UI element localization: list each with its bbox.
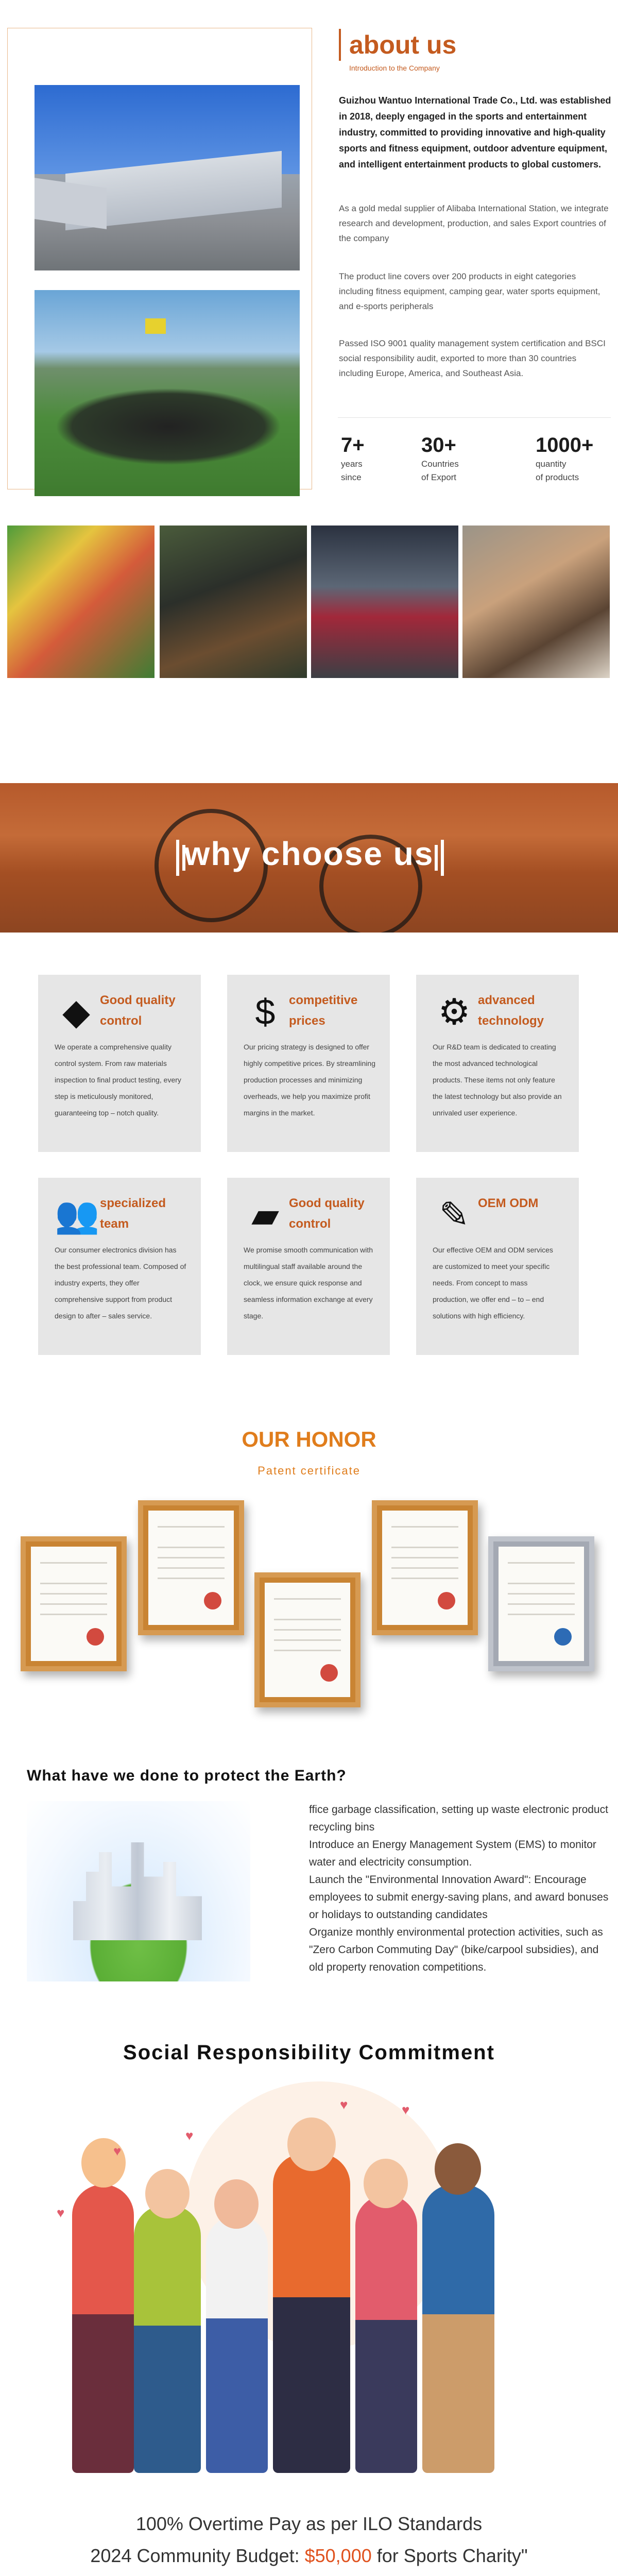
feature-text: We operate a comprehensive quality control system. From raw materials inspection to final product testing, every step is meticulously monitored, guaranteeing top – notch quality. bbox=[55, 1043, 181, 1117]
social-commitment-line bbox=[0, 2545, 618, 2567]
budget-purpose: for Sports Charity" bbox=[371, 2545, 528, 2566]
budget-amount: $50,000 bbox=[304, 2545, 372, 2566]
heart-icon: ♥ bbox=[113, 2143, 122, 2159]
pen-icon: ✎ bbox=[439, 1195, 470, 1235]
quality-certificate bbox=[488, 1536, 594, 1671]
factory-photo bbox=[35, 85, 300, 270]
earth-action-line: Launch the "Environmental Innovation Award": Encourage employees to submit energy-saving plans, and award bonuses or holidays to outstanding candidates bbox=[309, 1874, 609, 1921]
team-photo bbox=[35, 290, 300, 496]
stat-countries bbox=[421, 433, 459, 484]
social-title: Social Responsibility Commitment bbox=[123, 2041, 495, 2064]
heart-icon: ♥ bbox=[402, 2102, 410, 2117]
patent-certificate bbox=[138, 1500, 244, 1635]
honor-subtitle: Patent certificate bbox=[258, 1464, 360, 1477]
stat-number: 7+ bbox=[341, 434, 365, 456]
feature-title: specialized team bbox=[100, 1196, 166, 1231]
divider bbox=[338, 417, 611, 418]
earth-title: What have we done to protect the Earth? bbox=[27, 1767, 347, 1784]
about-subtitle: Introduction to the Company bbox=[349, 64, 440, 72]
stat-label: of products bbox=[536, 472, 579, 482]
feature-text: Our R&D team is dedicated to creating the most advanced technological products. These items not only feature the latest technology but also provide an unrivaled user experience. bbox=[433, 1043, 562, 1117]
feature-card bbox=[227, 1178, 390, 1355]
feature-title: competitive prices bbox=[289, 993, 358, 1028]
earth-actions-text bbox=[309, 1801, 614, 1976]
social-commitment-line: 100% Overtime Pay as per ILO Standards bbox=[135, 2513, 483, 2534]
feature-title: OEM ODM bbox=[478, 1196, 539, 1210]
green-city-illustration bbox=[27, 1801, 250, 1981]
feature-card bbox=[416, 975, 579, 1152]
stat-products bbox=[536, 433, 593, 484]
chat-icon: ▰ bbox=[251, 1195, 279, 1235]
earth-action-line: Organize monthly environmental protection activities, such as "Zero Carbon Commuting Day" (bike/carpool subsidies), and old property renovation competitions. bbox=[309, 1926, 603, 1973]
gallery-photo-exhibition bbox=[311, 526, 458, 678]
feature-card bbox=[38, 1178, 201, 1355]
gallery-photo-camping bbox=[160, 526, 307, 678]
stat-number: 1000+ bbox=[536, 434, 594, 456]
about-image-card bbox=[7, 28, 312, 489]
honor-title: OUR HONOR bbox=[242, 1427, 376, 1451]
about-lead-text: Guizhou Wantuo International Trade Co., Ltd. was established in 2018, deeply engaged in the sports and entertainment industry, committed to providing innovative and high-quality sports and fitness equipment, outdoor adventure equipment, and intelligent entertainment products to global customers. bbox=[339, 95, 611, 170]
about-paragraph: The product line covers over 200 products in eight categories including fitness equipment, camping gear, water sports equipment, and e-sports peripherals bbox=[339, 272, 600, 311]
feature-text: Our pricing strategy is designed to offer highly competitive prices. By streamlining production processes and minimizing overheads, we help you maximize profit margins in the market. bbox=[244, 1043, 375, 1117]
feature-text: Our consumer electronics division has the best professional team. Composed of industry experts, they offer comprehensive support from product design to after – sales service. bbox=[55, 1246, 186, 1320]
stat-label: of Export bbox=[421, 472, 457, 482]
earth-action-line: Introduce an Energy Management System (EMS) to monitor water and electricity consumption. bbox=[309, 1839, 596, 1868]
feature-text: Our effective OEM and ODM services are customized to meet your specific needs. From concept to mass production, we offer end – to – end solutions with high efficiency. bbox=[433, 1246, 553, 1320]
team-icon: 👥 bbox=[55, 1195, 100, 1235]
gallery-photo-handshake bbox=[462, 526, 610, 678]
patent-certificate bbox=[254, 1572, 360, 1707]
stat-label: quantity bbox=[536, 459, 566, 469]
people-illustration bbox=[52, 2081, 566, 2494]
feature-card bbox=[416, 1178, 579, 1355]
stat-number: 30+ bbox=[421, 434, 456, 456]
earth-action-line: ffice garbage classification, setting up waste electronic product recycling bins bbox=[309, 1804, 608, 1833]
about-paragraph: Passed ISO 9001 quality management system certification and BSCI social responsibility audit, exported to more than 30 countries including Europe, America, and Southeast Asia. bbox=[339, 338, 606, 378]
money-bag-icon: $ bbox=[255, 992, 276, 1032]
stat-label: since bbox=[341, 472, 362, 482]
heart-icon: ♥ bbox=[340, 2097, 348, 2112]
feature-title: Good quality control bbox=[289, 1196, 365, 1231]
stat-label: Countries bbox=[421, 459, 459, 469]
heart-icon: ♥ bbox=[57, 2205, 65, 2221]
patent-certificate bbox=[21, 1536, 127, 1671]
gears-icon: ⚙ bbox=[438, 992, 471, 1032]
budget-label: 2024 Community Budget: bbox=[90, 2545, 305, 2566]
why-title: why choose us bbox=[184, 835, 434, 872]
feature-card bbox=[38, 975, 201, 1152]
feature-title: advanced technology bbox=[478, 993, 544, 1028]
stat-label: years bbox=[341, 459, 363, 469]
stat-years bbox=[341, 433, 365, 484]
about-paragraph: As a gold medal supplier of Alibaba International Station, we integrate research and development, production, and sales Export countries of the company bbox=[339, 204, 609, 243]
diamond-icon: ◆ bbox=[62, 992, 90, 1032]
patent-certificate bbox=[372, 1500, 478, 1635]
about-title: about us bbox=[339, 29, 456, 61]
feature-title: Good quality control bbox=[100, 993, 176, 1028]
feature-card bbox=[227, 975, 390, 1152]
feature-text: We promise smooth communication with multilingual staff available around the clock, we ensure quick response and seamless information exchange at every stage. bbox=[244, 1246, 373, 1320]
heart-icon: ♥ bbox=[185, 2128, 194, 2143]
gallery-photo-teambuilding bbox=[7, 526, 154, 678]
